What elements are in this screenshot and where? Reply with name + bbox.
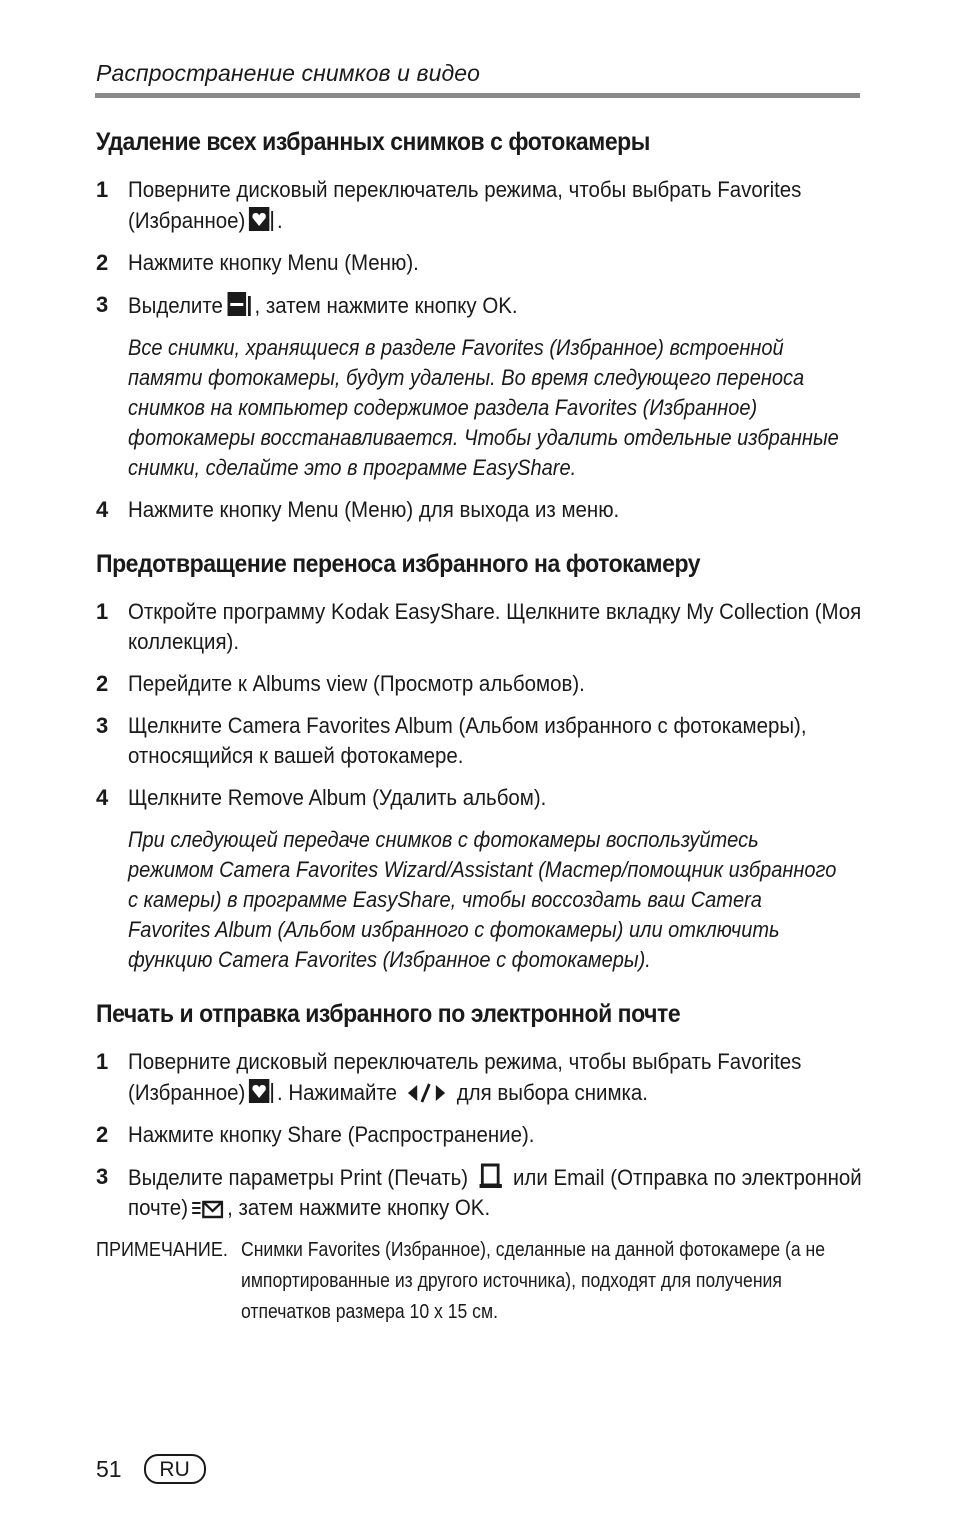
step-text-part: Выделите bbox=[128, 293, 223, 318]
step-text-part: Поверните дисковый переключатель режима, чтобы выбрать Favorites (Избранное) bbox=[128, 177, 802, 233]
step-number: 2 bbox=[96, 671, 109, 696]
section-title: Предотвращение переноса избранного на фотокамеру bbox=[96, 550, 701, 578]
favorites-heart-icon bbox=[248, 1077, 274, 1105]
step bbox=[96, 248, 861, 278]
language-badge: RU bbox=[144, 1454, 206, 1484]
header-rule bbox=[95, 93, 860, 98]
step bbox=[96, 290, 861, 321]
step-text: Нажмите кнопку Share (Распространение). bbox=[128, 1122, 535, 1147]
left-right-arrows-icon bbox=[405, 1081, 448, 1105]
step bbox=[96, 711, 861, 771]
info-note bbox=[96, 333, 861, 483]
info-note-text: При следующей передаче снимков с фотокамеры воспользуйтесь режимом Camera Favorites Wizard/Assistant (Мастер/помощник избранного с камеры) в программе EasyShare, чтобы воссоздать ваш Camera Favorites Album (Альбом избранного с фотокамеры) или отключить функцию Camera Favorites (Избранное с фотокамеры). bbox=[128, 827, 837, 972]
note-label: ПРИМЕЧАНИЕ. bbox=[96, 1239, 228, 1261]
step bbox=[96, 669, 861, 699]
step bbox=[96, 495, 861, 525]
step-number: 4 bbox=[96, 497, 109, 522]
step bbox=[96, 597, 861, 657]
step bbox=[96, 783, 861, 813]
step-number: 1 bbox=[96, 1049, 109, 1074]
email-icon bbox=[191, 1196, 224, 1220]
step-text bbox=[128, 175, 863, 236]
step-text-part: , затем нажмите кнопку OK. bbox=[227, 1195, 491, 1220]
note-text: Снимки Favorites (Избранное), сделанные на данной фотокамере (а не импортированные из другого источника), подходят для получения отпечатков размера 10 х 15 см. bbox=[241, 1239, 826, 1323]
step bbox=[96, 175, 861, 236]
section-title: Удаление всех избранных снимков с фотокамеры bbox=[96, 128, 650, 156]
step-text-part: Поверните дисковый переключатель режима, чтобы выбрать Favorites (Избранное) bbox=[128, 1049, 802, 1105]
section-print-email bbox=[96, 1000, 861, 1223]
step-text-part: Выделите параметры Print (Печать) bbox=[128, 1165, 469, 1190]
step-text: Перейдите к Albums view (Просмотр альбомов). bbox=[128, 671, 585, 696]
step bbox=[96, 1047, 861, 1108]
step-number: 1 bbox=[96, 599, 109, 624]
favorites-heart-icon bbox=[248, 205, 274, 233]
section-prevent-transfer bbox=[96, 550, 861, 975]
step bbox=[96, 1120, 861, 1150]
step-number: 3 bbox=[96, 292, 109, 317]
step-text: Нажмите кнопку Menu (Меню) для выхода из меню. bbox=[128, 497, 620, 522]
page-footer bbox=[96, 1454, 206, 1484]
info-note-text: Все снимки, хранящиеся в разделе Favorites (Избранное) встроенной памяти фотокамеры, будут удалены. Во время следующего переноса снимков на компьютер содержимое раздела Favorites (Избранное) фотокамеры восстанавливается. Чтобы удалить отдельные избранные снимки, сделайте это в программе EasyShare. bbox=[128, 335, 839, 480]
delete-all-icon bbox=[226, 290, 252, 318]
step-text: Щелкните Remove Album (Удалить альбом). bbox=[128, 785, 547, 810]
note-box bbox=[96, 1235, 861, 1328]
step-text bbox=[128, 1047, 863, 1108]
step-number: 4 bbox=[96, 785, 109, 810]
print-icon bbox=[477, 1162, 505, 1190]
page-content bbox=[96, 128, 861, 1328]
step-text-part: или Email (Отправка по электронной почте) bbox=[128, 1165, 862, 1220]
info-note bbox=[96, 825, 861, 975]
step-text: Откройте программу Kodak EasyShare. Щелкните вкладку My Collection (Моя коллекция). bbox=[128, 599, 862, 654]
step bbox=[96, 1162, 861, 1223]
step-number: 2 bbox=[96, 250, 109, 275]
step-text-part: . Нажимайте bbox=[276, 1080, 397, 1105]
section-delete-favorites bbox=[96, 128, 861, 525]
step-text-part: . bbox=[276, 208, 283, 233]
step-number: 2 bbox=[96, 1122, 109, 1147]
step-number: 1 bbox=[96, 177, 109, 202]
step-text-part: , затем нажмите кнопку OK. bbox=[254, 293, 518, 318]
step-number: 3 bbox=[96, 713, 109, 738]
step-number: 3 bbox=[96, 1164, 109, 1189]
step-text bbox=[128, 290, 863, 321]
step-text bbox=[128, 1162, 863, 1223]
step-text: Нажмите кнопку Menu (Меню). bbox=[128, 250, 419, 275]
running-title: Распространение снимков и видео bbox=[96, 60, 481, 86]
page-number: 51 bbox=[96, 1455, 122, 1482]
step-text-part: для выбора снимка. bbox=[456, 1080, 648, 1105]
step-text: Щелкните Camera Favorites Album (Альбом избранного с фотокамеры), относящийся к вашей фотокамере. bbox=[128, 713, 807, 768]
section-title: Печать и отправка избранного по электронной почте bbox=[96, 1000, 681, 1028]
